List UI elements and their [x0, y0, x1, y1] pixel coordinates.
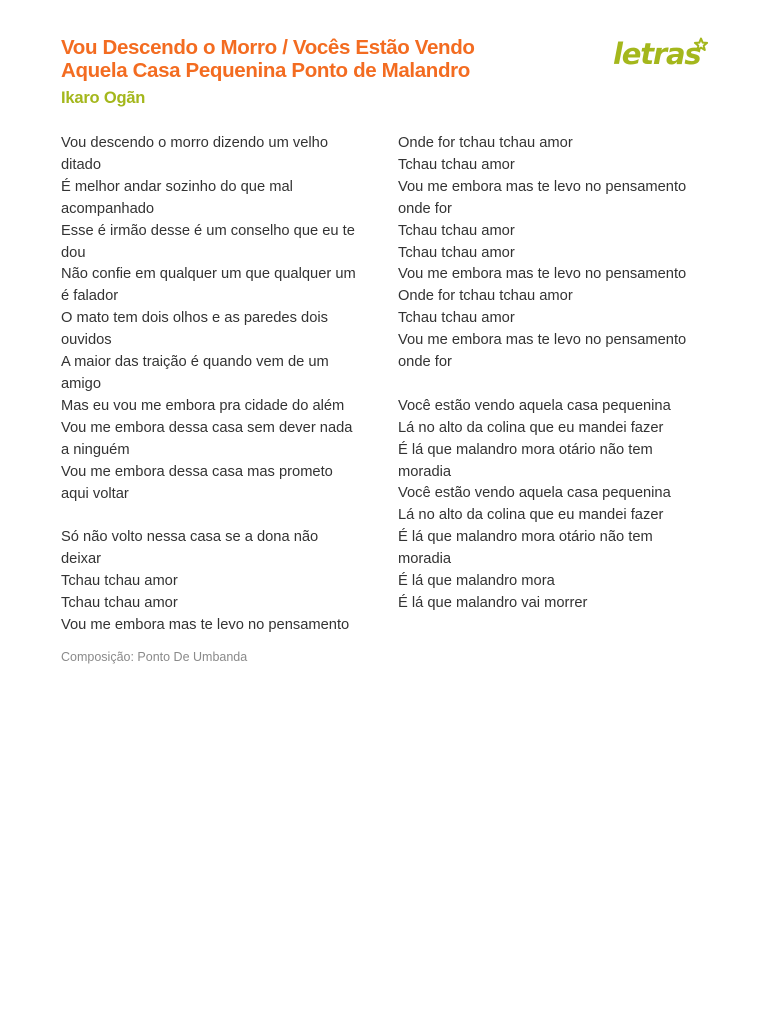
song-header	[61, 36, 581, 108]
lyric-line: Só não volto nessa casa se a dona não	[61, 529, 319, 546]
lyric-line: É lá que malandro mora otário não tem	[398, 529, 653, 546]
lyric-line: Tchau tchau amor	[398, 244, 515, 261]
lyric-line: ouvidos	[61, 332, 112, 349]
lyric-line: Vou me embora dessa casa mas prometo	[61, 463, 333, 480]
lyric-line: Vou me embora dessa casa sem dever nada	[61, 419, 353, 436]
stanza-break	[61, 505, 381, 527]
lyric-line: Vou me embora mas te levo no pensamento	[398, 332, 687, 349]
lyric-line: ditado	[61, 156, 102, 173]
lyric-line: a ninguém	[61, 441, 130, 458]
lyric-line: Vou me embora mas te levo no pensamento	[398, 178, 687, 195]
lyric-line: Onde for tchau tchau amor	[398, 288, 573, 305]
lyric-line: Tchau tchau amor	[61, 595, 178, 612]
lyric-line: Tchau tchau amor	[398, 222, 515, 239]
lyric-line: Vou me embora mas te levo no pensamento	[398, 266, 687, 283]
lyric-line: Vou descendo o morro dizendo um velho	[61, 135, 328, 151]
lyric-line: É lá que malandro mora	[398, 573, 555, 590]
lyric-line: Tchau tchau amor	[398, 310, 515, 327]
lyrics-column-right	[398, 133, 718, 615]
letras-logo	[612, 34, 712, 70]
stanza-break	[398, 374, 718, 396]
lyric-line: acompanhado	[61, 200, 155, 217]
lyric-line: deixar	[61, 551, 102, 568]
lyric-line: moradia	[398, 463, 452, 480]
lyric-line: Tchau tchau amor	[398, 156, 515, 173]
lyric-line: Esse é irmão desse é um conselho que eu te	[61, 222, 355, 239]
lyric-line: Lá no alto da colina que eu mandei fazer	[398, 419, 664, 436]
lyric-line: Onde for tchau tchau amor	[398, 135, 573, 151]
lyric-line: amigo	[61, 375, 102, 392]
lyric-line: Você estão vendo aquela casa pequenina	[398, 397, 671, 414]
lyric-line: dou	[61, 244, 86, 261]
lyric-line: é falador	[61, 288, 119, 305]
logo-text: letras	[613, 37, 701, 70]
lyrics-column-left	[61, 133, 381, 637]
lyric-line: É lá que malandro mora otário não tem	[398, 441, 653, 458]
lyric-line: aqui voltar	[61, 485, 129, 502]
lyric-line: Tchau tchau amor	[61, 573, 178, 590]
lyric-line: Você estão vendo aquela casa pequenina	[398, 485, 671, 502]
lyric-line: É lá que malandro vai morrer	[398, 595, 588, 612]
song-title-line-1: Vou Descendo o Morro / Vocês Estão Vendo	[61, 36, 475, 59]
lyric-line: Vou me embora mas te levo no pensamento	[61, 616, 350, 633]
lyric-line: Lá no alto da colina que eu mandei fazer	[398, 507, 664, 524]
lyric-line: Mas eu vou me embora pra cidade do além	[61, 397, 345, 414]
lyric-line: moradia	[398, 551, 452, 568]
lyric-line: É melhor andar sozinho do que mal	[61, 178, 293, 195]
lyric-line: Não confie em qualquer um que qualquer um	[61, 266, 356, 283]
song-title	[61, 36, 581, 82]
lyric-line: onde for	[398, 200, 452, 217]
composition-credits: Composição: Ponto De Umbanda	[61, 650, 248, 664]
lyric-line: A maior das traição é quando vem de um	[61, 354, 329, 371]
song-title-line-2: Aquela Casa Pequenina Ponto de Malandro	[61, 59, 470, 82]
artist-name: Ikaro Ogãn	[61, 89, 146, 107]
lyric-line: O mato tem dois olhos e as paredes dois	[61, 310, 328, 327]
lyric-line: onde for	[398, 354, 452, 371]
